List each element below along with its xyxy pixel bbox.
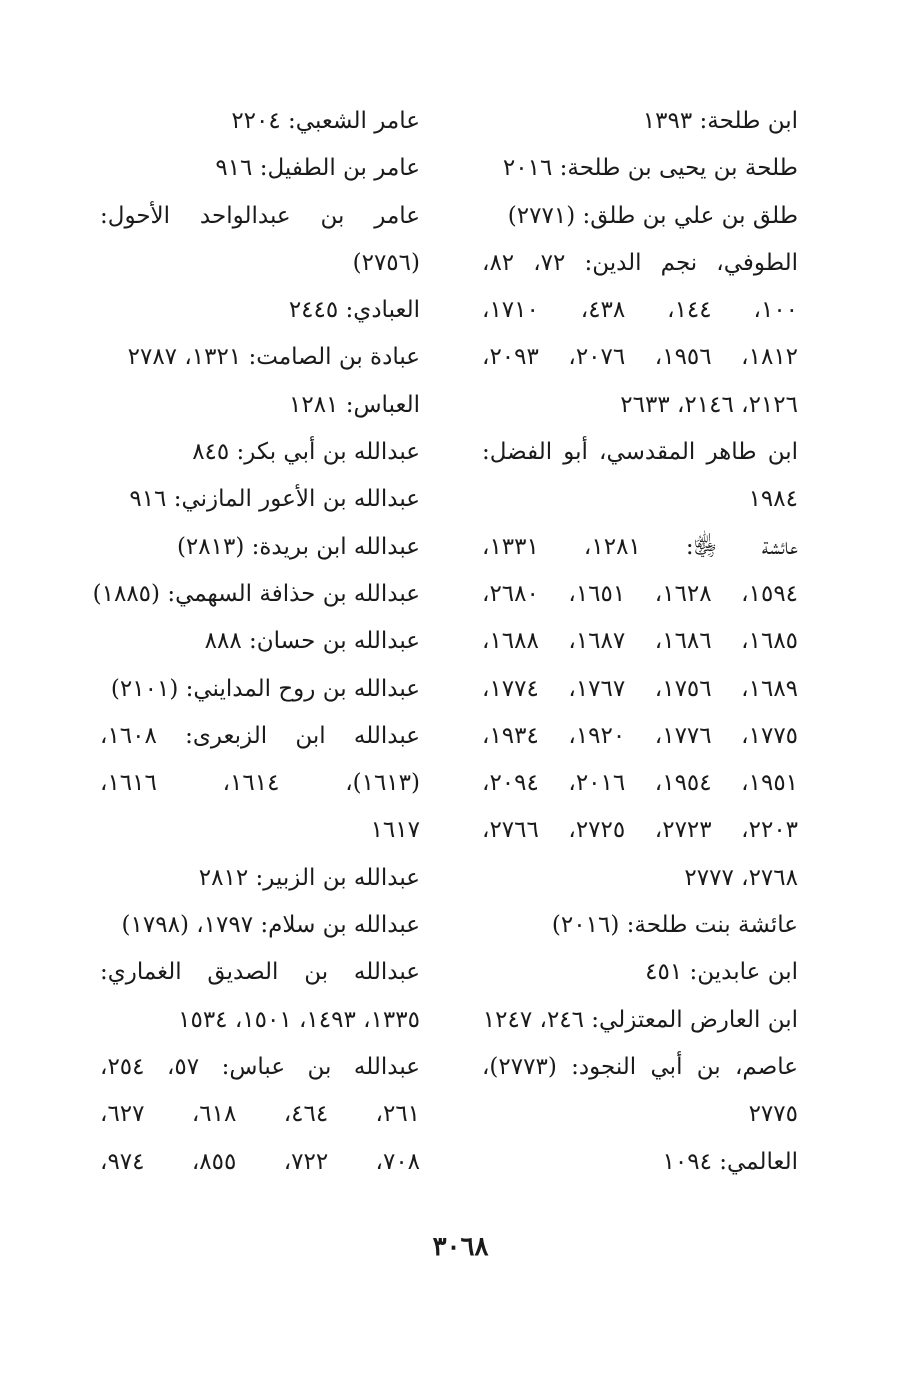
index-entry-line: عاصم، بن أبي النجود: (٢٧٧٣)،: [482, 1053, 798, 1080]
index-entry-line: طلق بن علي بن طلق: (٢٧٧١): [507, 202, 798, 229]
index-entry-line: ٢٦١، ٤٦٤، ٦١٨، ٦٢٧،: [100, 1101, 421, 1128]
index-entry-line: ٢١٢٦، ٢١٤٦، ٢٦٣٣: [620, 391, 798, 418]
index-entry-line: عبدالله ابن بريدة: (٢٨١٣): [176, 533, 420, 560]
index-entry-line: عامر بن عبدالواحد الأحول:: [100, 202, 420, 229]
index-entry-line: ١٩٨٤: [748, 486, 798, 513]
index-entry-line: ١٩٥١، ١٩٥٤، ٢٠١٦، ٢٠٩٤،: [482, 770, 799, 797]
index-entry-line: عبدالله بن حذافة السهمي: (١٨٨٥): [92, 580, 420, 607]
index-entry-line: عبدالله بن الصديق الغماري:: [100, 959, 420, 986]
index-entry-line: (١٦١٣)، ١٦١٤، ١٦١٦،: [100, 770, 420, 797]
index-entry-line: عبدالله ابن الزبعرى: ١٦٠٨،: [100, 722, 420, 749]
index-entry-line: عبدالله بن حسان: ٨٨٨: [204, 628, 420, 655]
index-entry-line: ١٧٧٥، ١٧٧٦، ١٩٢٠، ١٩٣٤،: [482, 722, 799, 749]
index-entry-line: عبدالله بن أبي بكر: ٨٤٥: [192, 439, 420, 466]
index-entry-line: ١٦٨٩، ١٧٥٦، ١٧٦٧، ١٧٧٤،: [482, 675, 799, 702]
index-entry-line: ابن طلحة: ١٣٩٣: [642, 108, 798, 134]
index-entry-line: الطوفي، نجم الدين: ٧٢، ٨٢،: [482, 249, 799, 276]
index-entry-line: ١٣٣٥، ١٤٩٣، ١٥٠١، ١٥٣٤: [178, 1006, 420, 1033]
index-column-right: [482, 98, 798, 1186]
index-entry-line: عبادة بن الصامت: ١٣٢١، ٢٧٨٧: [127, 344, 420, 371]
index-entry-line: عائشة بنت طلحة: (٢٠١٦): [551, 912, 798, 939]
index-entry-line: العبادي: ٢٤٤٥: [288, 297, 420, 324]
index-entry-line: العباس: ١٢٨١: [289, 391, 420, 418]
index-entry-line: ١٠٠، ١٤٤، ٤٣٨، ١٧١٠،: [482, 297, 799, 324]
index-entry-line: عامر بن الطفيل: ٩١٦: [215, 155, 420, 182]
index-entry-line: ابن العارض المعتزلي: ٢٤٦، ١٢٤٧: [482, 1006, 798, 1033]
page-number: ٣٠٦٨: [432, 1232, 489, 1262]
index-entry-line: ٧٠٨، ٧٢٢، ٨٥٥، ٩٧٤،: [100, 1148, 421, 1175]
index-entry-line: طلحة بن يحيى بن طلحة: ٢٠١٦: [502, 155, 798, 182]
index-entry-line: ٢٧٧٥: [748, 1101, 798, 1128]
index-entry-line: ٢٧٦٨، ٢٧٧٧: [684, 864, 798, 891]
index-entry-line: عبدالله بن الأعور المازني: ٩١٦: [129, 486, 420, 513]
index-entry-line: العالمي: ١٠٩٤: [662, 1148, 798, 1175]
index-entry-line: عبدالله بن الزبير: ٢٨١٢: [198, 864, 420, 891]
index-entry-line: عبدالله بن سلام: ١٧٩٧، (١٧٩٨): [121, 912, 420, 939]
index-entry-line: عائشة ﵂: ١٢٨١، ١٣٣١،: [482, 533, 798, 560]
index-entry-line: عبدالله بن روح المدايني: (٢١٠١): [110, 675, 420, 702]
index-entry-line: ١٦١٧: [370, 817, 420, 844]
index-entry-line: ابن عابدين: ٤٥١: [645, 959, 798, 986]
index-entry-line: (٢٧٥٦): [352, 249, 420, 276]
index-entry-line: ١٨١٢، ١٩٥٦، ٢٠٧٦، ٢٠٩٣،: [482, 344, 799, 371]
index-entry-line: ابن طاهر المقدسي، أبو الفضل:: [482, 439, 798, 466]
index-entry-line: ١٦٨٥، ١٦٨٦، ١٦٨٧، ١٦٨٨،: [482, 628, 799, 655]
index-entry-line: عبدالله بن عباس: ٥٧، ٢٥٤،: [100, 1053, 420, 1080]
index-column-left: [92, 98, 421, 1186]
index-entry-line: ٢٢٠٣، ٢٧٢٣، ٢٧٢٥، ٢٧٦٦،: [482, 817, 799, 844]
index-entry-line: عامر الشعبي: ٢٢٠٤: [231, 108, 420, 134]
index-entry-line: ١٥٩٤، ١٦٢٨، ١٦٥١، ٢٦٨٠،: [482, 580, 799, 607]
